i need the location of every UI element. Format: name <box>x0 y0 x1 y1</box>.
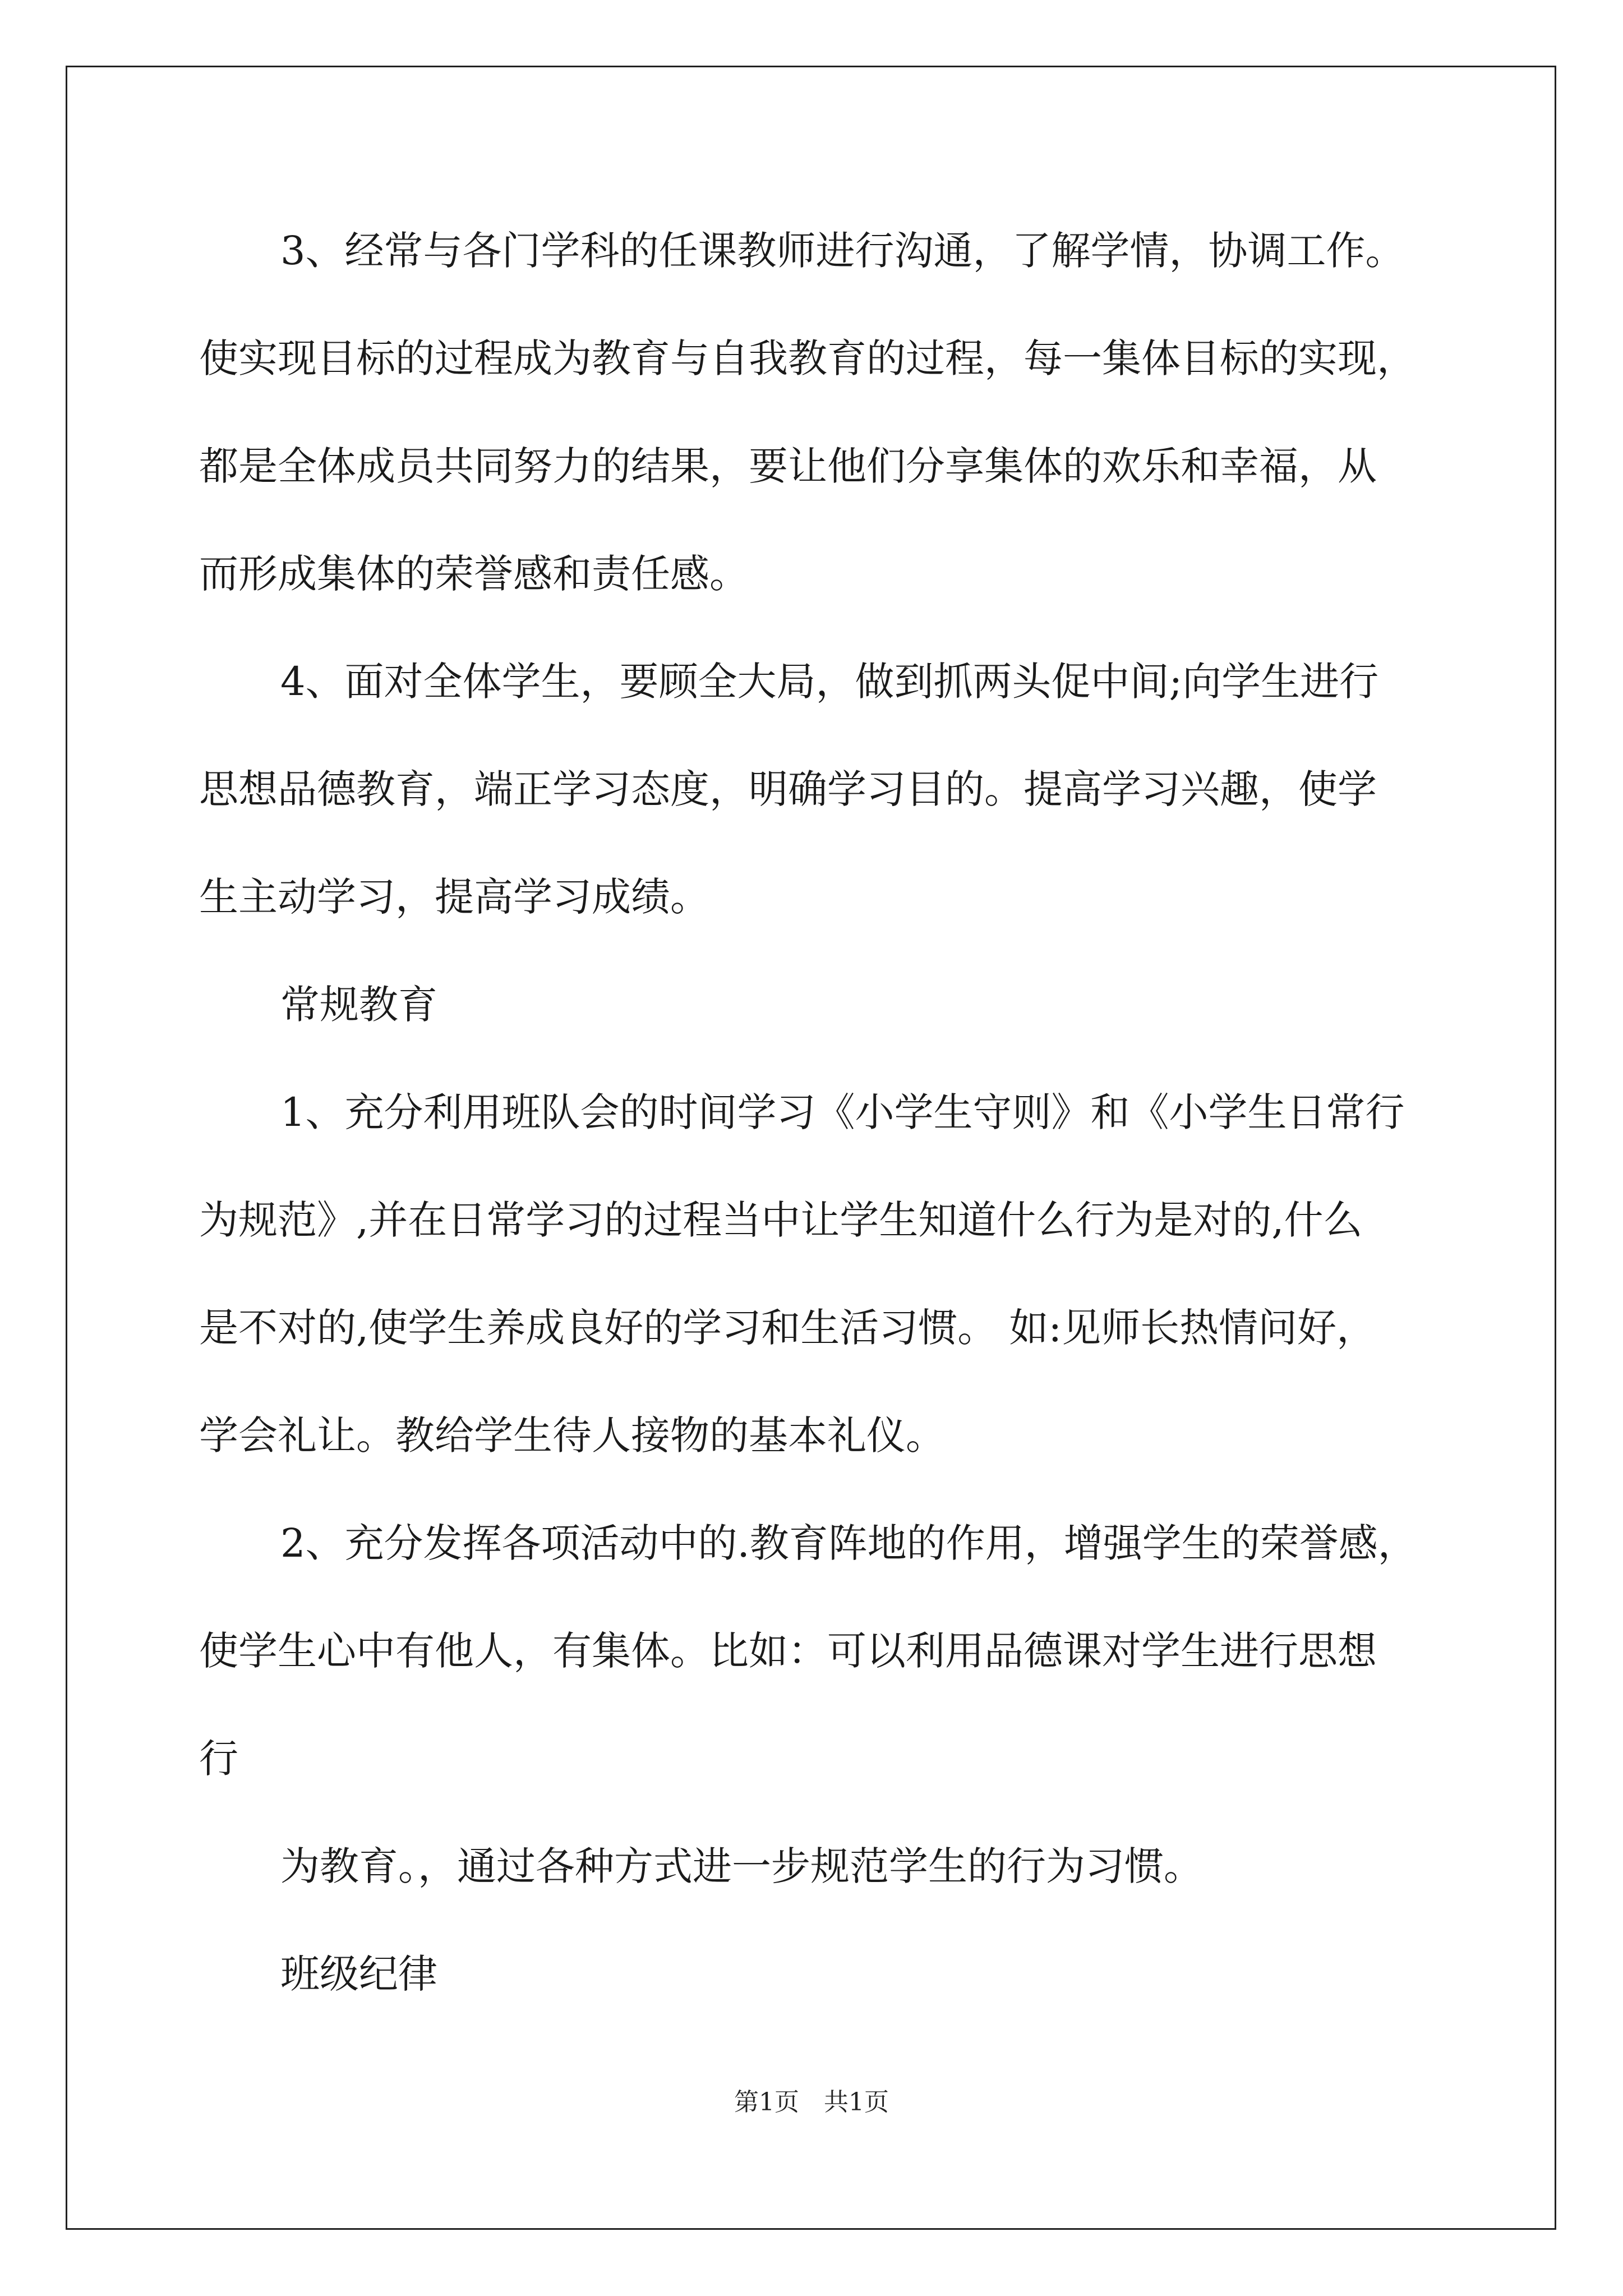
paragraph-line: 都是全体成员共同努力的结果，要让他们分享集体的欢乐和幸福，从 <box>199 443 1377 489</box>
paragraph-line: 行 <box>199 1736 238 1782</box>
paragraph-line: 思想品德教育，端正学习态度，明确学习目的。提高学习兴趣，使学 <box>199 766 1377 812</box>
paragraph-line: 1、充分利用班队会的时间学习《小学生守则》和《小学生日常行 <box>280 1089 1405 1135</box>
paragraph-line: 4、面对全体学生，要顾全大局，做到抓两头促中间;向学生进行 <box>280 659 1379 705</box>
paragraph-line: 2、充分发挥各项活动中的.教育阵地的作用，增强学生的荣誉感， <box>280 1520 1417 1566</box>
paragraph-line: 使学生心中有他人，有集体。比如：可以利用品德课对学生进行思想 <box>199 1628 1377 1674</box>
page-number-footer: 第1页 共1页 <box>734 2088 889 2116</box>
page-border <box>66 66 1556 2230</box>
section-heading: 班级纪律 <box>280 1951 437 1997</box>
paragraph-line: 为教育。，通过各种方式进一步规范学生的行为习惯。 <box>280 1843 1203 1889</box>
section-heading: 常规教育 <box>280 982 437 1028</box>
paragraph-line: 是不对的,使学生养成良好的学习和生活习惯。 如:见师长热情问好， <box>199 1305 1376 1351</box>
paragraph-line: 为规范》,并在日常学习的过程当中让学生知道什么行为是对的,什么 <box>199 1197 1363 1243</box>
paragraph-line: 学会礼让。教给学生待人接物的基本礼仪。 <box>199 1412 945 1458</box>
paragraph-line: 而形成集体的荣誉感和责任感。 <box>199 551 749 597</box>
paragraph-line: 3、经常与各门学科的任课教师进行沟通，了解学情，协调工作。 <box>280 228 1405 274</box>
paragraph-line: 使实现目标的过程成为教育与自我教育的过程，每一集体目标的实现， <box>199 335 1416 381</box>
paragraph-line: 生主动学习，提高学习成绩。 <box>199 874 709 920</box>
